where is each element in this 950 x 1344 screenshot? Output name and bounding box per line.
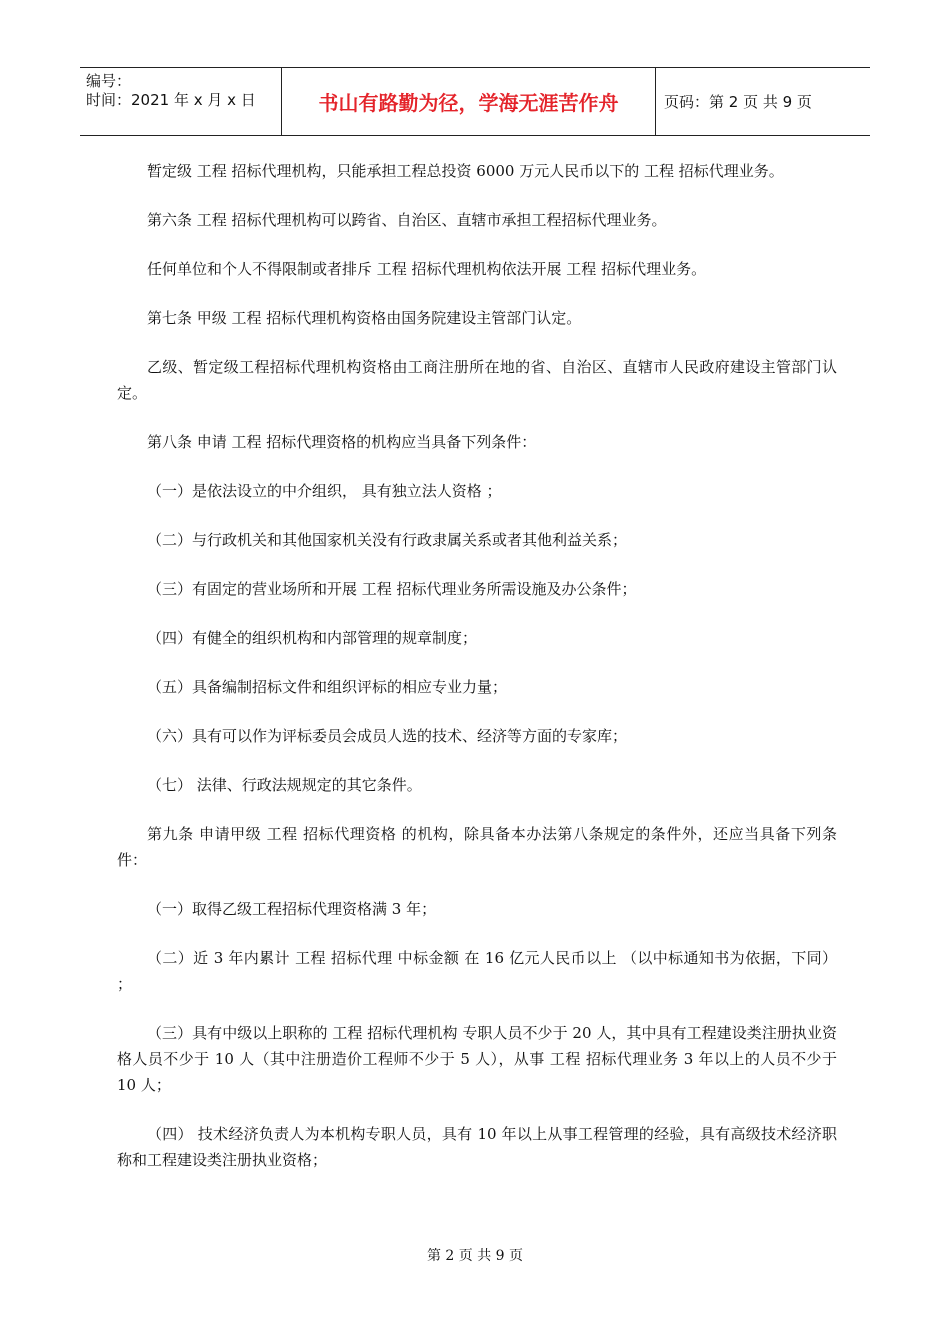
- paragraph: （三）具有中级以上职称的 工程 招标代理机构 专职人员不少于 20 人，其中具有工程建设类注册执业资格人员不少于 10 人（其中注册造价工程师不少于 5 人），从事 工程 招标代理业务 3 年以上的人员不少于 10 人；: [117, 1024, 837, 1094]
- paragraph: （七） 法律、行政法规规定的其它条件。: [147, 776, 422, 794]
- header-page-number: 页码：第 2 页 共 9 页: [664, 93, 812, 111]
- paragraph: （五）具备编制招标文件和组织评标的相应专业力量；: [147, 678, 508, 696]
- page-footer: 第 2 页 共 9 页: [426, 1248, 524, 1264]
- paragraph: （三）有固定的营业场所和开展 工程 招标代理业务所需设施及办公条件；: [147, 580, 637, 598]
- paragraph: 任何单位和个人不得限制或者排斥 工程 招标代理机构依法开展 工程 招标代理业务。: [147, 260, 707, 278]
- paragraph: 乙级、暂定级工程招标代理机构资格由工商注册所在地的省、自治区、直辖市人民政府建设主管部门认定。: [117, 358, 837, 402]
- paragraph: 第九条 申请甲级 工程 招标代理资格 的机构，除具备本办法第八条规定的条件外，还应当具备下列条件：: [117, 825, 837, 869]
- header-meta: [80, 68, 282, 135]
- paragraph: （六）具有可以作为评标委员会成员人选的技术、经济等方面的专家库；: [147, 727, 628, 745]
- paragraph: 第七条 甲级 工程 招标代理机构资格由国务院建设主管部门认定。: [147, 309, 582, 327]
- page-header: [80, 67, 870, 136]
- paragraph: （四） 技术经济负责人为本机构专职人员，具有 10 年以上从事工程管理的经验，具有高级技术经济职称和工程建设类注册执业资格；: [117, 1125, 837, 1169]
- paragraph: （一）是依法设立的中介组织， 具有独立法人资格 ；: [147, 482, 502, 500]
- paragraph: 第六条 工程 招标代理机构可以跨省、自治区、直辖市承担工程招标代理业务。: [147, 211, 667, 229]
- paragraph: （二）与行政机关和其他国家机关没有行政隶属关系或者其他利益关系；: [147, 531, 628, 549]
- document-time-label: 时间：2021 年 x 月 x 日: [86, 91, 256, 109]
- paragraph: （四）有健全的组织机构和内部管理的规章制度；: [147, 629, 478, 647]
- paragraph: 暂定级 工程 招标代理机构，只能承担工程总投资 6000 万元人民币以下的 工程 招标代理业务。: [147, 162, 784, 180]
- paragraph: （一）取得乙级工程招标代理资格满 3 年；: [147, 900, 437, 918]
- paragraph: 第八条 申请 工程 招标代理资格的机构应当具备下列条件：: [147, 433, 537, 451]
- document-number-label: 编号：: [86, 72, 132, 90]
- document-body: [117, 158, 837, 1196]
- paragraph: （二）近 3 年内累计 工程 招标代理 中标金额 在 16 亿元人民币以上 （以中标通知书为依据，下同） ；: [117, 949, 837, 993]
- header-motto: 书山有路勤为径，学海无涯苦作舟: [282, 68, 656, 135]
